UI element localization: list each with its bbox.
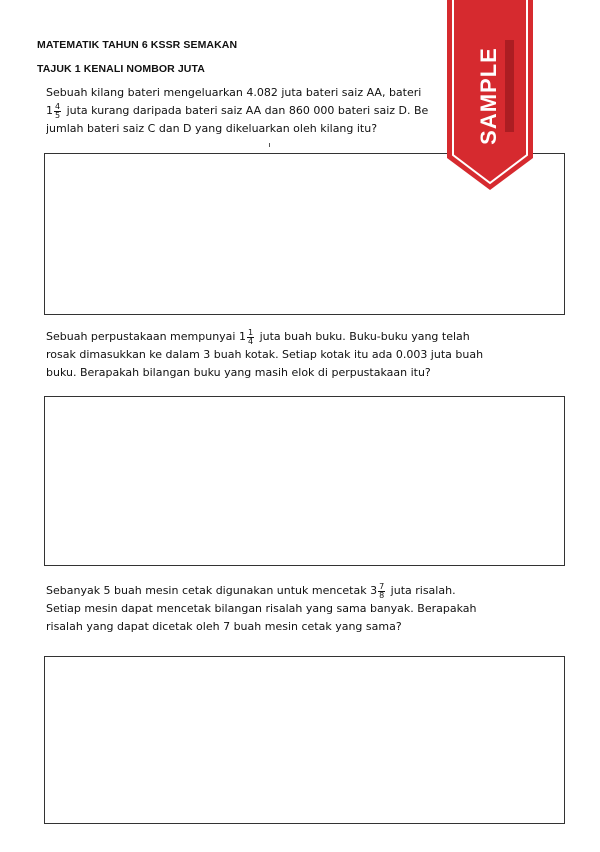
fraction-whole: 3 — [370, 584, 378, 597]
fraction — [54, 103, 61, 120]
question-2-line-2: rosak dimasukkan ke dalam 3 buah kotak. Setiap kotak itu ada 0.003 juta buah — [46, 348, 484, 361]
worksheet-title: MATEMATIK TAHUN 6 KSSR SEMAKAN — [37, 39, 238, 51]
fraction-whole: 1 — [46, 104, 53, 117]
question-2 — [46, 328, 536, 382]
answer-box-2[interactable] — [44, 396, 565, 566]
answer-box-3[interactable] — [44, 656, 565, 824]
question-1-line-2 — [46, 102, 444, 120]
question-3-line-3: risalah yang dapat dicetak oleh 7 buah mesin cetak yang sama? — [46, 620, 402, 633]
question-2-line-3: buku. Berapakah bilangan buku yang masih elok di perpustakaan itu? — [46, 366, 431, 379]
fraction-numerator: 4 — [55, 101, 61, 111]
question-3 — [46, 582, 536, 636]
fraction-denominator: 8 — [379, 590, 385, 600]
question-1 — [46, 84, 444, 138]
sample-ribbon — [447, 0, 533, 190]
question-1-line-3: jumlah bateri saiz C dan D yang dikeluarkan oleh kilang itu? — [46, 122, 378, 135]
fraction-whole: 1 — [238, 330, 246, 343]
ribbon-stripe — [505, 40, 514, 132]
topic-title: TAJUK 1 KENALI NOMBOR JUTA — [37, 63, 205, 75]
question-2-line-1 — [46, 328, 536, 346]
fraction-denominator: 4 — [247, 336, 254, 346]
question-2-line-1-post: juta buah buku. Buku-buku yang telah — [259, 330, 470, 343]
question-3-line-1-post: juta risalah. — [390, 584, 456, 597]
question-3-line-1 — [46, 582, 536, 600]
question-3-line-2: Setiap mesin dapat mencetak bilangan risalah yang sama banyak. Berapakah — [46, 602, 477, 615]
fraction-numerator: 1 — [247, 327, 254, 337]
fraction-denominator: 5 — [55, 110, 61, 120]
cursor-mark — [269, 143, 270, 147]
fraction — [247, 329, 254, 346]
question-1-line-2-text: juta kurang daripada bateri saiz AA dan 860 000 bateri saiz D. Be — [66, 104, 429, 117]
question-1-line-1: Sebuah kilang bateri mengeluarkan 4.082 juta bateri saiz AA, bateri — [46, 86, 422, 99]
question-2-line-1-pre: Sebuah perpustakaan mempunyai — [46, 330, 236, 343]
sample-label: SAMPLE — [475, 47, 501, 145]
fraction-numerator: 7 — [379, 581, 385, 591]
fraction — [378, 583, 385, 600]
question-3-line-1-pre: Sebanyak 5 buah mesin cetak digunakan untuk mencetak — [46, 584, 367, 597]
